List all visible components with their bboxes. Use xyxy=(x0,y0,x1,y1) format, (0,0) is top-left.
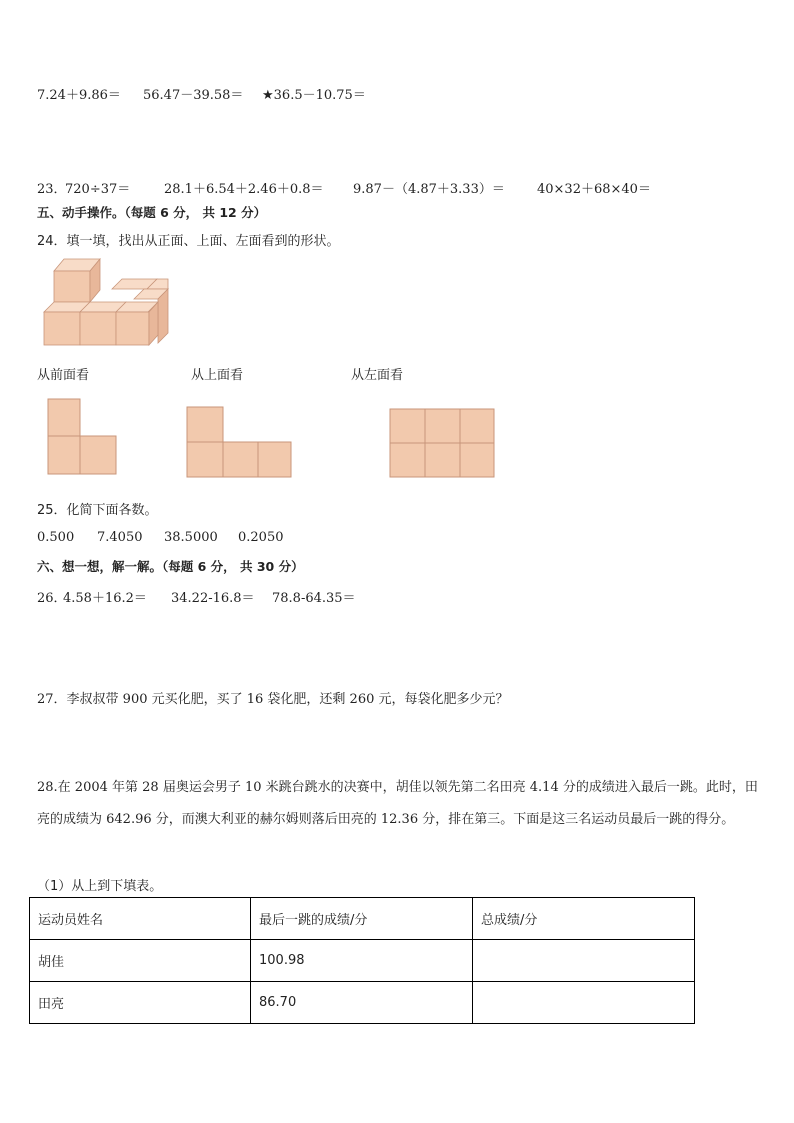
left-view-shape xyxy=(388,408,496,478)
question-text: 24．填一填，找出从正面、上面、左面看到的形状。 xyxy=(37,234,340,249)
table-row xyxy=(30,940,695,982)
table-header-cell: 运动员姓名 xyxy=(30,898,251,940)
table-cell-answer[interactable] xyxy=(473,940,695,982)
cube-figure xyxy=(40,255,180,350)
number-item: 0.2050 xyxy=(238,530,284,545)
cube-front-row xyxy=(44,302,158,345)
question-text: 28.在 2004 年第 28 届奥运会男子 10 米跳台跳水的决赛中，胡佳以领先第二名田亮 4.14 分的成绩进入最后一跳。此时，田亮的成绩为 642.96 分，而澳大利亚的赫尔姆则落后田亮的 12.36 分，排在第三。下面是这三名运动员最后一跳的得分。 xyxy=(37,780,758,827)
table-header-cell: 最后一跳的成绩/分 xyxy=(251,898,473,940)
section-heading: 五、动手操作。（每题 6 分， 共 12 分） xyxy=(37,205,267,220)
score-table xyxy=(29,897,695,1024)
view-label-front: 从前面看 xyxy=(37,368,90,383)
table-cell: 田亮 xyxy=(30,982,251,1024)
calc-item: 34.22-16.8＝ xyxy=(171,591,255,606)
table-cell: 胡佳 xyxy=(30,940,251,982)
section-heading: 六、想一想，解一解。（每题 6 分， 共 30 分） xyxy=(37,559,304,574)
calc-item: 28.1＋6.54＋2.46＋0.8＝ xyxy=(164,182,324,197)
front-view-shape xyxy=(46,398,118,476)
question-number: 23． xyxy=(37,182,67,197)
calc-item: ★36.5－10.75＝ xyxy=(262,88,366,103)
view-label-left: 从左面看 xyxy=(351,368,404,383)
table-cell-answer[interactable] xyxy=(473,982,695,1024)
top-view-shape xyxy=(185,406,293,478)
question-number: 26． xyxy=(37,591,67,606)
calc-item: 4.58＋16.2＝ xyxy=(63,591,147,606)
cube-top-stack xyxy=(54,259,100,302)
table-cell: 100.98 xyxy=(251,940,473,982)
table-row xyxy=(30,982,695,1024)
calc-item: 7.24＋9.86＝ xyxy=(37,88,121,103)
calc-item: 56.47－39.58＝ xyxy=(143,88,244,103)
question-text: 27．李叔叔带 900 元买化肥，买了 16 袋化肥，还剩 260 元，每袋化肥多少元？ xyxy=(37,692,509,707)
table-header-row xyxy=(30,898,695,940)
number-item: 0.500 xyxy=(37,530,75,545)
view-label-top: 从上面看 xyxy=(191,368,244,383)
table-header-cell: 总成绩/分 xyxy=(473,898,695,940)
number-item: 7.4050 xyxy=(97,530,143,545)
sub-question: （1）从上到下填表。 xyxy=(37,879,163,894)
question-text: 25．化简下面各数。 xyxy=(37,503,158,518)
calc-item: 78.8-64.35＝ xyxy=(272,591,356,606)
calc-item: 40×32＋68×40＝ xyxy=(537,182,651,197)
calc-item: 720÷37＝ xyxy=(65,182,131,197)
number-item: 38.5000 xyxy=(164,530,218,545)
table-cell: 86.70 xyxy=(251,982,473,1024)
calc-item: 9.87－（4.87＋3.33）＝ xyxy=(353,182,505,197)
